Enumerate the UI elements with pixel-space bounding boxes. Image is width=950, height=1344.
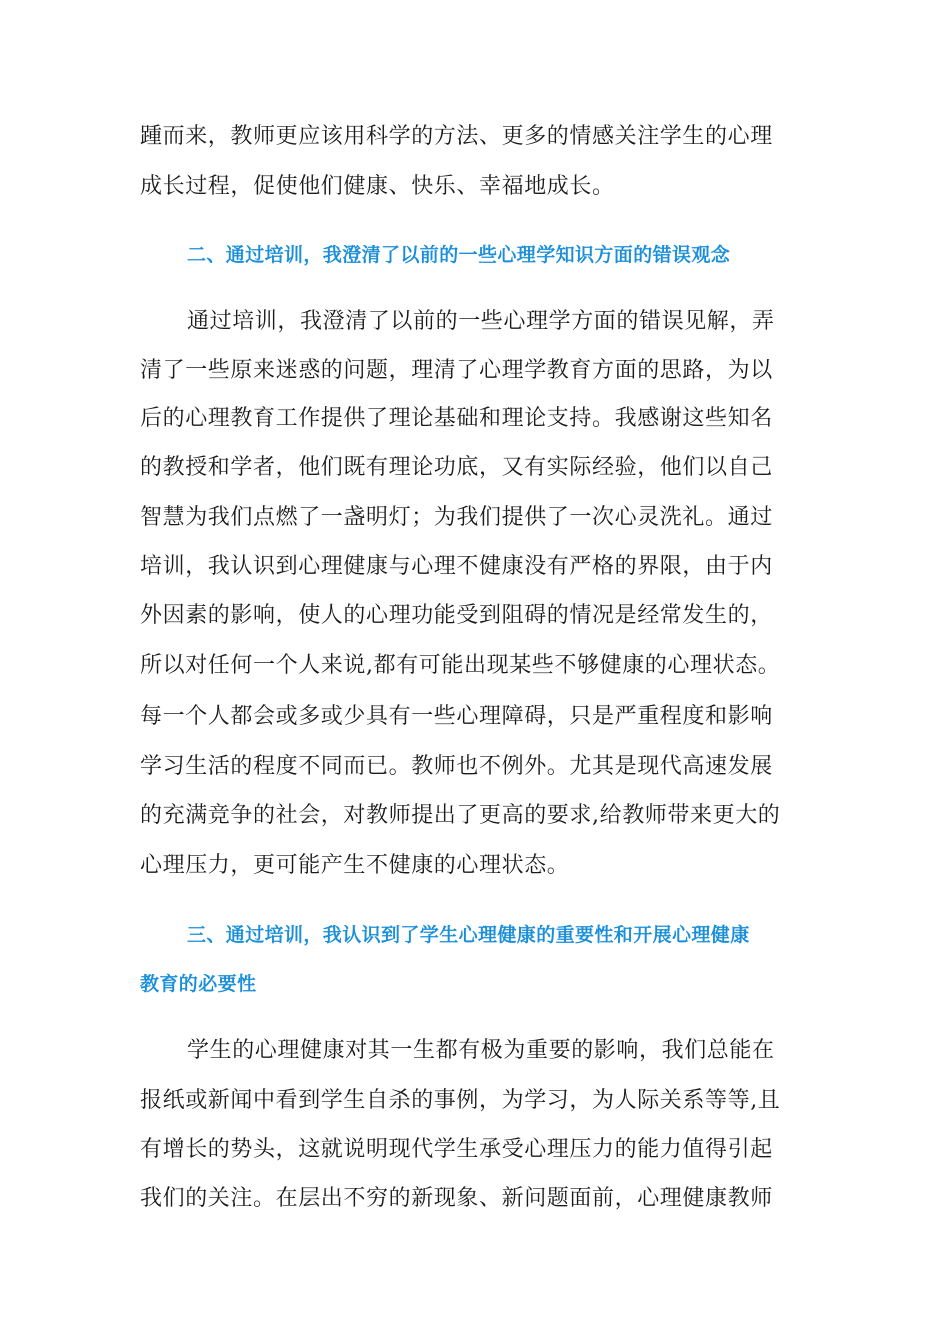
section-2-line-3: 后的心理教育工作提供了理论基础和理论支持。我感谢这些知名 (140, 406, 773, 431)
intro-line-1: 踵而来，教师更应该用科学的方法、更多的情感关注学生的心理 (140, 124, 773, 149)
section-3-line-1: 学生的心理健康对其一生都有极为重要的影响，我们总能在 (187, 1038, 775, 1063)
section-3-heading-line-2: 教育的必要性 (140, 973, 257, 995)
section-2-line-7: 外因素的影响，使人的心理功能受到阻碍的情况是经常发生的， (140, 603, 773, 628)
section-2-line-4: 的教授和学者，他们既有理论功底，又有实际经验，他们以自己 (140, 455, 773, 480)
section-2-line-2: 清了一些原来迷惑的问题，理清了心理学教育方面的思路，为以 (140, 358, 773, 383)
section-3-line-4: 我们的关注。在层出不穷的新现象、新问题面前，心理健康教师 (140, 1186, 773, 1211)
section-2-line-5: 智慧为我们点燃了一盏明灯；为我们提供了一次心灵洗礼。通过 (140, 505, 773, 530)
section-2-heading: 二、通过培训，我澄清了以前的一些心理学知识方面的错误观念 (187, 244, 731, 266)
section-3-line-3: 有增长的势头，这就说明现代学生承受心理压力的能力值得引起 (140, 1137, 773, 1162)
section-2-line-6: 培训，我认识到心理健康与心理不健康没有严格的界限，由于内 (140, 554, 773, 579)
section-2-line-10: 学习生活的程度不同而已。教师也不例外。尤其是现代高速发展 (140, 754, 773, 779)
section-2-line-11: 的充满竞争的社会，对教师提出了更高的要求,给教师带来更大的 (140, 803, 781, 828)
section-3-line-2: 报纸或新闻中看到学生自杀的事例，为学习，为人际关系等等,且 (140, 1088, 781, 1113)
section-2-line-8: 所以对任何一个人来说,都有可能出现某些不够健康的心理状态。 (140, 653, 781, 678)
section-2-line-12: 心理压力，更可能产生不健康的心理状态。 (140, 853, 570, 878)
section-2-line-1: 通过培训，我澄清了以前的一些心理学方面的错误见解，弄 (187, 309, 775, 334)
section-3-heading-line-1: 三、通过培训，我认识到了学生心理健康的重要性和开展心理健康 (187, 924, 750, 946)
section-2-line-9: 每一个人都会或多或少具有一些心理障碍，只是严重程度和影响 (140, 704, 773, 729)
intro-line-2: 成长过程，促使他们健康、快乐、幸福地成长。 (140, 174, 615, 199)
